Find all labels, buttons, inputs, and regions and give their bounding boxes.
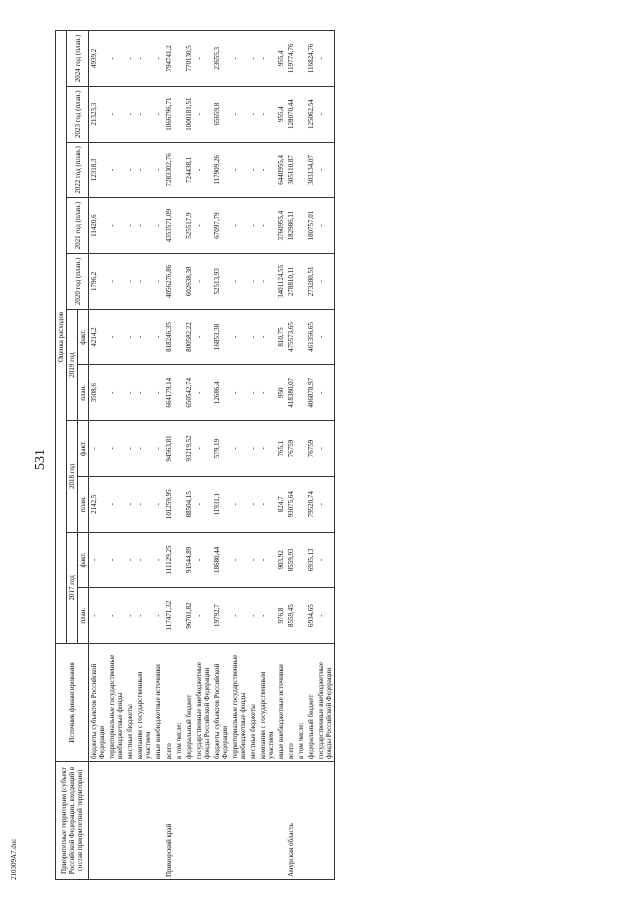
value-cell: 8559,45: [286, 588, 296, 644]
value-cell: 4939,2: [89, 31, 108, 87]
table-row: [296, 31, 306, 880]
table-body: [89, 31, 335, 880]
value-cell: -: [248, 31, 258, 87]
table-row: [276, 31, 286, 880]
value-cell: -: [135, 421, 153, 477]
value-cell: -: [194, 421, 212, 477]
value-cell: 101259,95: [164, 476, 174, 532]
value-cell: [174, 142, 184, 198]
territory-cell: [296, 762, 306, 880]
value-cell: 19792,7: [212, 588, 230, 644]
value-cell: -: [258, 421, 276, 477]
value-cell: -: [248, 532, 258, 588]
value-cell: -: [153, 198, 163, 254]
value-cell: -: [194, 532, 212, 588]
value-cell: 125062,54: [306, 86, 316, 142]
value-cell: -: [107, 31, 125, 87]
value-cell: [174, 421, 184, 477]
value-cell: -: [89, 588, 108, 644]
value-cell: 65659,8: [212, 86, 230, 142]
territory-cell: Приморский край: [164, 762, 174, 880]
source-cell: территориальные государственные внебюджетные фонды: [230, 644, 248, 762]
source-cell: федеральный бюджет: [184, 644, 194, 762]
value-cell: 1000181,51: [184, 86, 194, 142]
value-cell: 765,1: [276, 421, 286, 477]
value-cell: -: [153, 253, 163, 309]
header-plan: план.: [78, 588, 89, 644]
value-cell: -: [135, 532, 153, 588]
value-cell: 810,75: [276, 309, 286, 365]
value-cell: -: [316, 532, 335, 588]
value-cell: -: [248, 588, 258, 644]
value-cell: 88504,15: [184, 476, 194, 532]
value-cell: 79520,74: [306, 476, 316, 532]
rotated-content: [33, 30, 637, 880]
table-row: [174, 31, 184, 880]
value-cell: [174, 86, 184, 142]
header-territory: Приоритетные территории (субъект Российской Федерации, входящий в состав приоритетной территории): [56, 762, 89, 880]
table-row: [316, 31, 335, 880]
table-row: [248, 31, 258, 880]
table-row: [164, 31, 174, 880]
value-cell: [296, 31, 306, 87]
value-cell: -: [194, 142, 212, 198]
value-cell: -: [230, 198, 248, 254]
value-cell: -: [107, 198, 125, 254]
source-cell: в том числе:: [296, 644, 306, 762]
value-cell: 955,4: [276, 86, 286, 142]
value-cell: 950: [276, 365, 286, 421]
value-cell: -: [248, 476, 258, 532]
value-cell: -: [107, 421, 125, 477]
header-year-2022: 2022 год (план.): [67, 142, 89, 198]
header-year-2018: 2018 год: [67, 421, 78, 532]
value-cell: 818246,35: [164, 309, 174, 365]
value-cell: -: [258, 86, 276, 142]
value-cell: -: [258, 142, 276, 198]
value-cell: [296, 588, 306, 644]
value-cell: 770130,5: [184, 31, 194, 87]
value-cell: 650542,74: [184, 365, 194, 421]
value-cell: 76759: [286, 421, 296, 477]
value-cell: -: [194, 476, 212, 532]
value-cell: 903,92: [276, 532, 286, 588]
value-cell: 2142,5: [89, 476, 108, 532]
value-cell: -: [194, 198, 212, 254]
value-cell: 3401124,55: [276, 253, 286, 309]
header-year-2021: 2021 год (план.): [67, 198, 89, 254]
value-cell: -: [135, 31, 153, 87]
value-cell: 52513,93: [212, 253, 230, 309]
value-cell: 8559,93: [286, 532, 296, 588]
territory-cell: Амурская область: [286, 762, 296, 880]
value-cell: 96701,82: [184, 588, 194, 644]
value-cell: -: [316, 421, 335, 477]
value-cell: -: [125, 31, 135, 87]
header-source: Источник финансирования: [56, 644, 89, 762]
value-cell: -: [230, 31, 248, 87]
value-cell: 16853,38: [212, 309, 230, 365]
value-cell: [296, 476, 306, 532]
source-cell: местные бюджеты: [248, 644, 258, 762]
value-cell: -: [230, 142, 248, 198]
value-cell: -: [316, 309, 335, 365]
value-cell: -: [230, 86, 248, 142]
value-cell: -: [107, 309, 125, 365]
value-cell: 11420,6: [89, 198, 108, 254]
value-cell: -: [194, 588, 212, 644]
value-cell: -: [125, 253, 135, 309]
header-plan: план.: [78, 365, 89, 421]
value-cell: -: [194, 86, 212, 142]
value-cell: -: [248, 421, 258, 477]
value-cell: [174, 365, 184, 421]
value-cell: 579,19: [212, 421, 230, 477]
source-cell: федеральный бюджет: [306, 644, 316, 762]
table-row: [258, 31, 276, 880]
value-cell: -: [248, 142, 258, 198]
value-cell: 273280,51: [306, 253, 316, 309]
value-cell: -: [125, 532, 135, 588]
source-cell: государственные внебюджетные фонды Российской Федерации: [194, 644, 212, 762]
table-row: [125, 31, 135, 880]
header-fact: факт.: [78, 421, 89, 477]
value-cell: -: [89, 421, 108, 477]
value-cell: -: [258, 588, 276, 644]
value-cell: -: [194, 365, 212, 421]
value-cell: -: [316, 253, 335, 309]
value-cell: -: [153, 365, 163, 421]
value-cell: [174, 476, 184, 532]
value-cell: 824,7: [276, 476, 286, 532]
source-cell: всего: [164, 644, 174, 762]
value-cell: 12318,3: [89, 142, 108, 198]
value-cell: [296, 142, 306, 198]
value-cell: 406878,97: [306, 365, 316, 421]
table-row: [153, 31, 163, 880]
header-year-2019: 2019 год: [67, 309, 78, 420]
value-cell: 128070,44: [286, 86, 296, 142]
value-cell: -: [230, 421, 248, 477]
value-cell: 12686,4: [212, 365, 230, 421]
value-cell: -: [107, 86, 125, 142]
value-cell: -: [125, 421, 135, 477]
value-cell: [174, 532, 184, 588]
value-cell: 305110,87: [286, 142, 296, 198]
value-cell: -: [230, 365, 248, 421]
value-cell: -: [153, 476, 163, 532]
value-cell: -: [248, 86, 258, 142]
funding-table: [55, 30, 335, 880]
value-cell: 602638,38: [184, 253, 194, 309]
value-cell: -: [194, 253, 212, 309]
source-cell: компании с государственным участием: [135, 644, 153, 762]
value-cell: 976,8: [276, 588, 286, 644]
value-cell: -: [230, 476, 248, 532]
value-cell: 91544,89: [184, 532, 194, 588]
value-cell: [174, 31, 184, 87]
value-cell: [296, 532, 306, 588]
territory-cell: [89, 762, 108, 880]
value-cell: -: [107, 588, 125, 644]
value-cell: -: [153, 142, 163, 198]
value-cell: -: [135, 309, 153, 365]
source-cell: территориальные государственные внебюджетные фонды: [107, 644, 125, 762]
territory-cell: [174, 762, 184, 880]
value-cell: 3508,6: [89, 365, 108, 421]
value-cell: -: [230, 253, 248, 309]
value-cell: -: [125, 142, 135, 198]
source-cell: местные бюджеты: [125, 644, 135, 762]
territory-cell: [306, 762, 316, 880]
header-fact: факт.: [78, 309, 89, 365]
value-cell: -: [153, 309, 163, 365]
value-cell: 1066796,71: [164, 86, 174, 142]
value-cell: -: [316, 476, 335, 532]
value-cell: -: [125, 588, 135, 644]
rotated-page: [33, 30, 637, 880]
header-year-2023: 2023 год (план.): [67, 86, 89, 142]
value-cell: [174, 588, 184, 644]
table-row: [135, 31, 153, 880]
value-cell: 116824,76: [306, 31, 316, 87]
value-cell: -: [125, 198, 135, 254]
value-cell: -: [107, 253, 125, 309]
value-cell: [296, 365, 306, 421]
value-cell: 955,4: [276, 31, 286, 87]
value-cell: -: [135, 476, 153, 532]
value-cell: [296, 86, 306, 142]
value-cell: [174, 309, 184, 365]
value-cell: [296, 198, 306, 254]
source-cell: государственные внебюджетные фонды Российской Федерации: [316, 644, 335, 762]
value-cell: 76759: [306, 421, 316, 477]
value-cell: 794741,2: [164, 31, 174, 87]
header-year-2020: 2020 год (план.): [67, 253, 89, 309]
table-row: [212, 31, 230, 880]
value-cell: 119774,76: [286, 31, 296, 87]
territory-cell: [212, 762, 230, 880]
value-cell: -: [248, 365, 258, 421]
value-cell: -: [316, 588, 335, 644]
table-row: [184, 31, 194, 880]
value-cell: [296, 421, 306, 477]
value-cell: -: [107, 532, 125, 588]
value-cell: -: [258, 365, 276, 421]
value-cell: 475573,65: [286, 309, 296, 365]
header-year-2017: 2017 год: [67, 532, 78, 643]
value-cell: -: [89, 532, 108, 588]
value-cell: 93219,52: [184, 421, 194, 477]
value-cell: -: [125, 309, 135, 365]
territory-cell: [184, 762, 194, 880]
territory-cell: [125, 762, 135, 880]
value-cell: -: [153, 588, 163, 644]
value-cell: 3760955,4: [276, 198, 286, 254]
value-cell: 4056276,86: [164, 253, 174, 309]
value-cell: -: [230, 588, 248, 644]
value-cell: 4214,2: [89, 309, 108, 365]
value-cell: -: [316, 365, 335, 421]
value-cell: 111129,25: [164, 532, 174, 588]
value-cell: 1796,2: [89, 253, 108, 309]
value-cell: 11931,1: [212, 476, 230, 532]
source-cell: иные внебюджетные источники: [276, 644, 286, 762]
territory-cell: [316, 762, 335, 880]
value-cell: -: [194, 309, 212, 365]
value-cell: -: [153, 421, 163, 477]
source-cell: компании с государственным участием: [258, 644, 276, 762]
header-year-2024: 2024 год (план.): [67, 31, 89, 87]
value-cell: -: [107, 365, 125, 421]
value-cell: 6935,13: [306, 532, 316, 588]
value-cell: 93075,64: [286, 476, 296, 532]
table-row: [286, 31, 296, 880]
value-cell: -: [248, 309, 258, 365]
territory-cell: [107, 762, 125, 880]
value-cell: -: [248, 198, 258, 254]
value-cell: 67097,79: [212, 198, 230, 254]
source-cell: в том числе:: [174, 644, 184, 762]
value-cell: -: [258, 31, 276, 87]
source-cell: иные внебюджетные источники: [153, 644, 163, 762]
value-cell: -: [135, 198, 153, 254]
value-cell: -: [135, 588, 153, 644]
value-cell: 6934,65: [306, 588, 316, 644]
value-cell: [174, 198, 184, 254]
value-cell: -: [248, 253, 258, 309]
value-cell: 180757,01: [306, 198, 316, 254]
value-cell: -: [258, 198, 276, 254]
value-cell: -: [258, 532, 276, 588]
value-cell: -: [153, 31, 163, 87]
value-cell: 724438,1: [184, 142, 194, 198]
table-row: [89, 31, 108, 880]
table-row: [306, 31, 316, 880]
value-cell: -: [107, 142, 125, 198]
value-cell: 117471,32: [164, 588, 174, 644]
territory-cell: [153, 762, 163, 880]
value-cell: -: [316, 86, 335, 142]
value-cell: -: [135, 142, 153, 198]
value-cell: -: [230, 532, 248, 588]
value-cell: 21323,3: [89, 86, 108, 142]
value-cell: 94563,81: [164, 421, 174, 477]
value-cell: 278810,11: [286, 253, 296, 309]
value-cell: -: [194, 31, 212, 87]
value-cell: -: [107, 476, 125, 532]
value-cell: -: [316, 198, 335, 254]
source-cell: бюджеты субъектов Российской Федерации: [89, 644, 108, 762]
value-cell: 418380,07: [286, 365, 296, 421]
value-cell: -: [258, 476, 276, 532]
territory-cell: [258, 762, 276, 880]
value-cell: -: [153, 86, 163, 142]
territory-cell: [276, 762, 286, 880]
territory-cell: [194, 762, 212, 880]
value-cell: 182986,11: [286, 198, 296, 254]
value-cell: -: [316, 142, 335, 198]
value-cell: [174, 253, 184, 309]
header-plan: план.: [78, 476, 89, 532]
value-cell: 303134,07: [306, 142, 316, 198]
value-cell: 6440955,4: [276, 142, 286, 198]
footer-filename: 210309A7.doc: [10, 838, 18, 880]
value-cell: -: [316, 31, 335, 87]
header-estimate: Оценка расходов: [56, 31, 67, 644]
table-row: [230, 31, 248, 880]
value-cell: -: [153, 532, 163, 588]
source-cell: бюджеты субъектов Российской Федерации: [212, 644, 230, 762]
value-cell: 461356,65: [306, 309, 316, 365]
value-cell: 117909,26: [212, 142, 230, 198]
territory-cell: [230, 762, 248, 880]
page-number: 531: [33, 449, 48, 470]
value-cell: -: [258, 253, 276, 309]
value-cell: -: [258, 309, 276, 365]
territory-cell: [135, 762, 153, 880]
value-cell: [296, 253, 306, 309]
value-cell: 7283302,76: [164, 142, 174, 198]
header-fact: факт.: [78, 532, 89, 588]
value-cell: 4353571,09: [164, 198, 174, 254]
value-cell: [296, 309, 306, 365]
value-cell: -: [135, 365, 153, 421]
value-cell: -: [230, 309, 248, 365]
value-cell: -: [135, 86, 153, 142]
table-row: [107, 31, 125, 880]
value-cell: -: [125, 476, 135, 532]
value-cell: 800582,22: [184, 309, 194, 365]
value-cell: -: [125, 86, 135, 142]
value-cell: 664179,14: [164, 365, 174, 421]
territory-cell: [248, 762, 258, 880]
value-cell: -: [135, 253, 153, 309]
value-cell: 18680,44: [212, 532, 230, 588]
value-cell: 23655,3: [212, 31, 230, 87]
source-cell: всего: [286, 644, 296, 762]
value-cell: -: [125, 365, 135, 421]
table-row: [194, 31, 212, 880]
value-cell: 525517,9: [184, 198, 194, 254]
